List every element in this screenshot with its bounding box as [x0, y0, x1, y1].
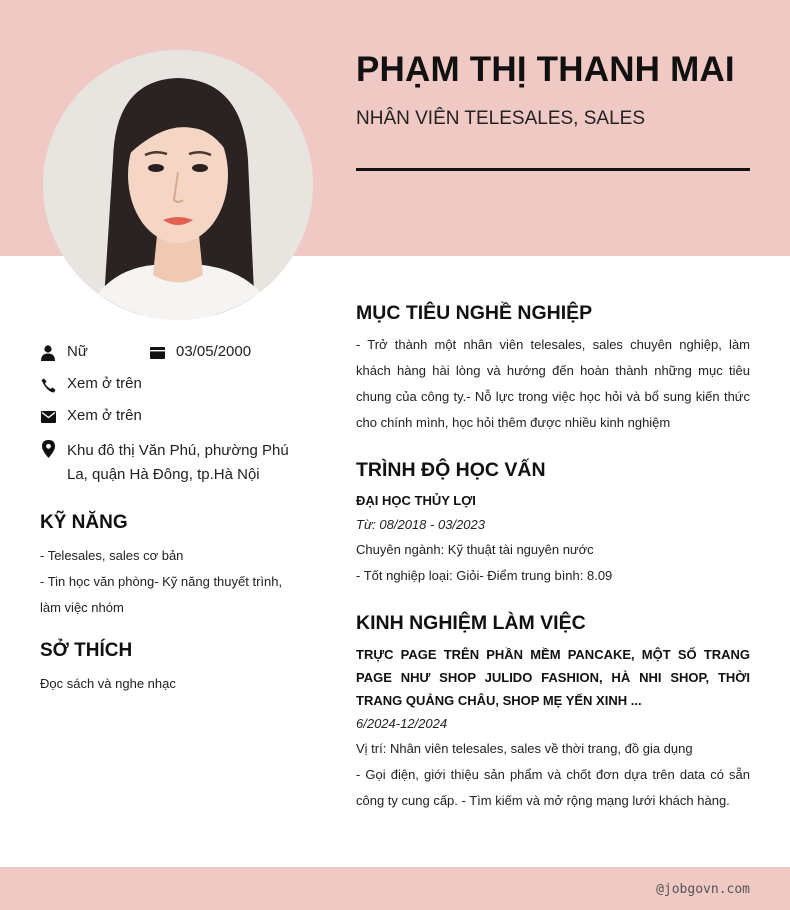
address-row — [40, 439, 307, 487]
candidate-name: PHẠM THỊ THANH MAI — [356, 50, 735, 89]
experience-description: - Gọi điện, giới thiệu sản phẩm và chốt đơn dựa trên data có sẵn công ty cung cấp. - Tìm kiếm và mở rộng mạng lưới khách hàng. — [356, 767, 750, 808]
address-value: Khu đô thị Văn Phú, phường Phú La, quận Hà Đông, tp.Hà Nội — [67, 442, 289, 483]
calendar-icon — [149, 345, 165, 361]
birthday-value: 03/05/2000 — [176, 343, 252, 360]
phone-row — [40, 375, 142, 393]
profile-photo — [43, 50, 313, 320]
phone-value: Xem ở trên — [67, 375, 142, 392]
footer-brand: @jobgovn.com — [656, 882, 750, 897]
gender-row — [40, 343, 88, 361]
hobbies-text: Đọc sách và nghe nhạc — [40, 676, 176, 691]
person-icon — [40, 345, 56, 361]
mail-icon — [40, 409, 56, 425]
experience-heading: KINH NGHIỆM LÀM VIỆC — [356, 612, 586, 634]
education-school: ĐẠI HỌC THỦY LỢI — [356, 493, 476, 508]
experience-position: Vị trí: Nhân viên telesales, sales về thời trang, đồ gia dụng — [356, 741, 693, 756]
objective-text: - Trở thành một nhân viên telesales, sales chuyên nghiệp, làm khách hàng hài lòng và hướng đến hoàn thành những mục tiêu chung của công ty.- Nỗ lực trong việc học hỏi và bổ sung kiến thức cho chính mình, học hỏi thêm được nhiều kinh nghiệm — [356, 337, 750, 430]
education-heading: TRÌNH ĐỘ HỌC VẤN — [356, 459, 546, 481]
email-row — [40, 407, 142, 425]
experience-company: TRỰC PAGE TRÊN PHẦN MỀM PANCAKE, MỘT SỐ TRANG PAGE NHƯ SHOP JULIDO FASHION, HÀ NHI SHOP, THỜI TRANG QUẢNG CHÂU, SHOP MẸ YẾN XINH ... — [356, 647, 750, 708]
skills-heading: KỸ NĂNG — [40, 512, 128, 533]
header-divider — [356, 168, 750, 171]
gender-value: Nữ — [67, 343, 88, 360]
objective-heading: MỤC TIÊU NGHỀ NGHIỆP — [356, 302, 593, 324]
education-major: Chuyên ngành: Kỹ thuật tài nguyên nước — [356, 542, 594, 557]
phone-icon — [40, 377, 56, 393]
experience-period: 6/2024-12/2024 — [356, 716, 448, 731]
email-value: Xem ở trên — [67, 407, 142, 424]
education-result: - Tốt nghiệp loại: Giỏi- Điểm trung bình: 8.09 — [356, 568, 613, 583]
location-pin-icon — [40, 441, 56, 457]
education-period: Từ: 08/2018 - 03/2023 — [356, 517, 485, 532]
skills-text: - Telesales, sales cơ bản - Tin học văn phòng- Kỹ năng thuyết trình, làm việc nhóm — [40, 548, 283, 615]
birthday-row — [149, 343, 251, 361]
hobbies-heading: SỞ THÍCH — [40, 640, 133, 661]
job-title: NHÂN VIÊN TELESALES, SALES — [356, 108, 645, 129]
